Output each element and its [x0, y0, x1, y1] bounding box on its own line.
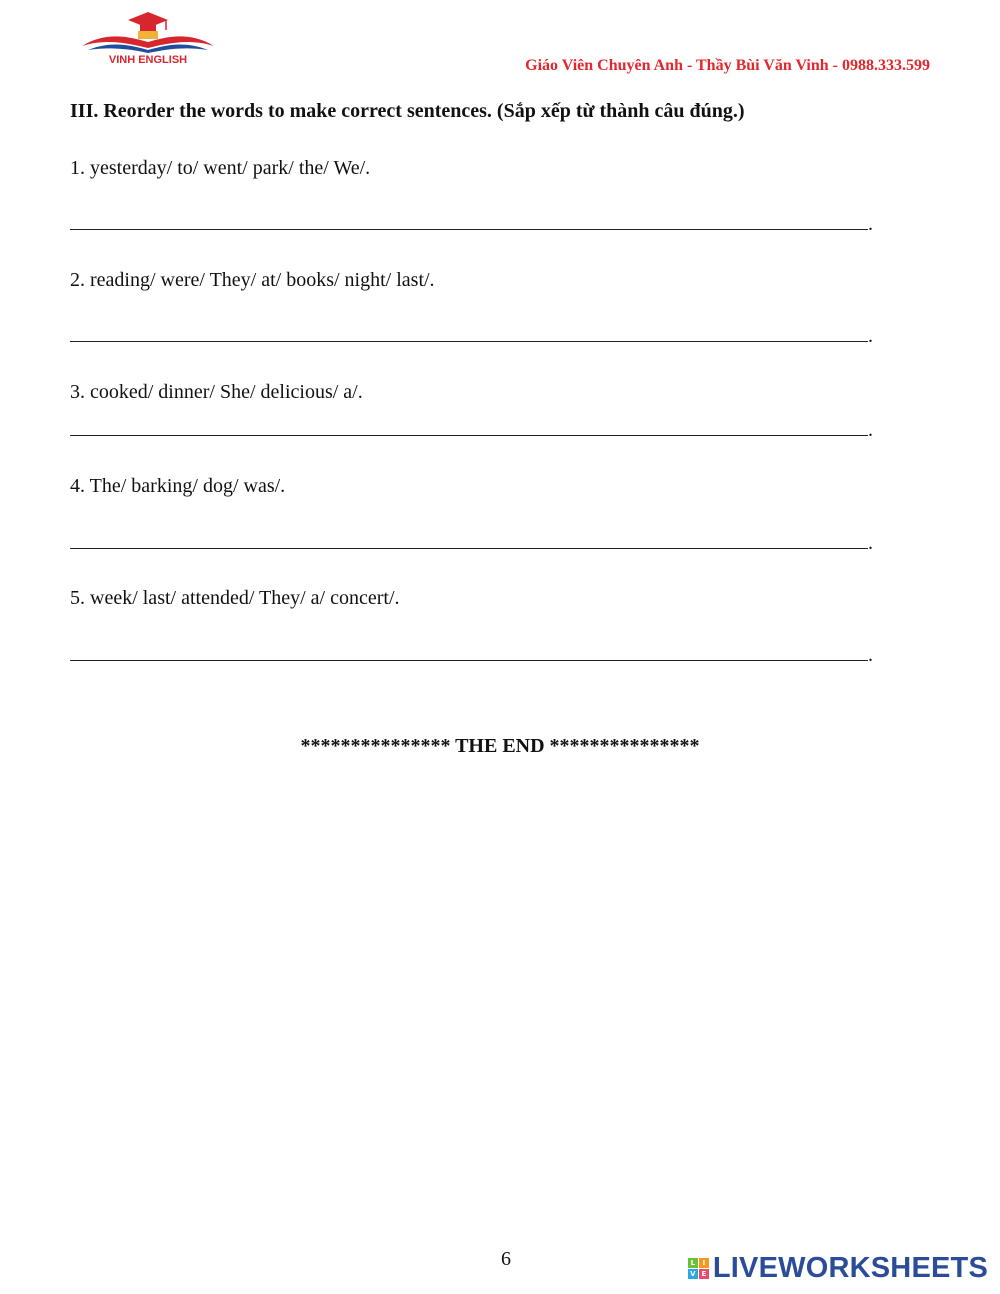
- vinh-english-logo: [78, 10, 218, 66]
- liveworksheets-wordmark: LIVEWORKSHEETS: [712, 1252, 988, 1284]
- answer-line-4[interactable]: [70, 533, 874, 553]
- header-contact: Giáo Viên Chuyên Anh - Thầy Bùi Văn Vinh - 0988.333.599: [525, 57, 930, 74]
- line-end-period: .: [868, 532, 873, 554]
- answer-underline[interactable]: [70, 660, 868, 661]
- page-number: 6: [501, 1248, 511, 1270]
- logo-text: VINH ENGLISH: [108, 54, 188, 66]
- liveworksheets-logo-icon: L I V E: [688, 1258, 709, 1279]
- answer-line-1[interactable]: [70, 214, 874, 234]
- question-5: 5. week/ last/ attended/ They/ a/ concert/.: [70, 587, 400, 609]
- answer-underline[interactable]: [70, 435, 868, 436]
- section-title: III. Reorder the words to make correct sentences. (Sắp xếp từ thành câu đúng.): [70, 100, 745, 122]
- line-end-period: .: [868, 644, 873, 666]
- the-end-banner: *************** THE END ***************: [300, 735, 700, 757]
- answer-underline[interactable]: [70, 341, 868, 342]
- question-2: 2. reading/ were/ They/ at/ books/ night/ last/.: [70, 269, 435, 291]
- question-3: 3. cooked/ dinner/ She/ delicious/ a/.: [70, 381, 363, 403]
- line-end-period: .: [868, 213, 873, 235]
- answer-underline[interactable]: [70, 548, 868, 549]
- answer-line-2[interactable]: [70, 326, 874, 346]
- answer-underline[interactable]: [70, 229, 868, 230]
- answer-line-3[interactable]: [70, 420, 874, 440]
- line-end-period: .: [868, 325, 873, 347]
- question-4: 4. The/ barking/ dog/ was/.: [70, 475, 286, 497]
- question-1: 1. yesterday/ to/ went/ park/ the/ We/.: [70, 157, 371, 179]
- line-end-period: .: [868, 419, 873, 441]
- answer-line-5[interactable]: [70, 645, 874, 665]
- liveworksheets-brand[interactable]: [688, 1252, 988, 1285]
